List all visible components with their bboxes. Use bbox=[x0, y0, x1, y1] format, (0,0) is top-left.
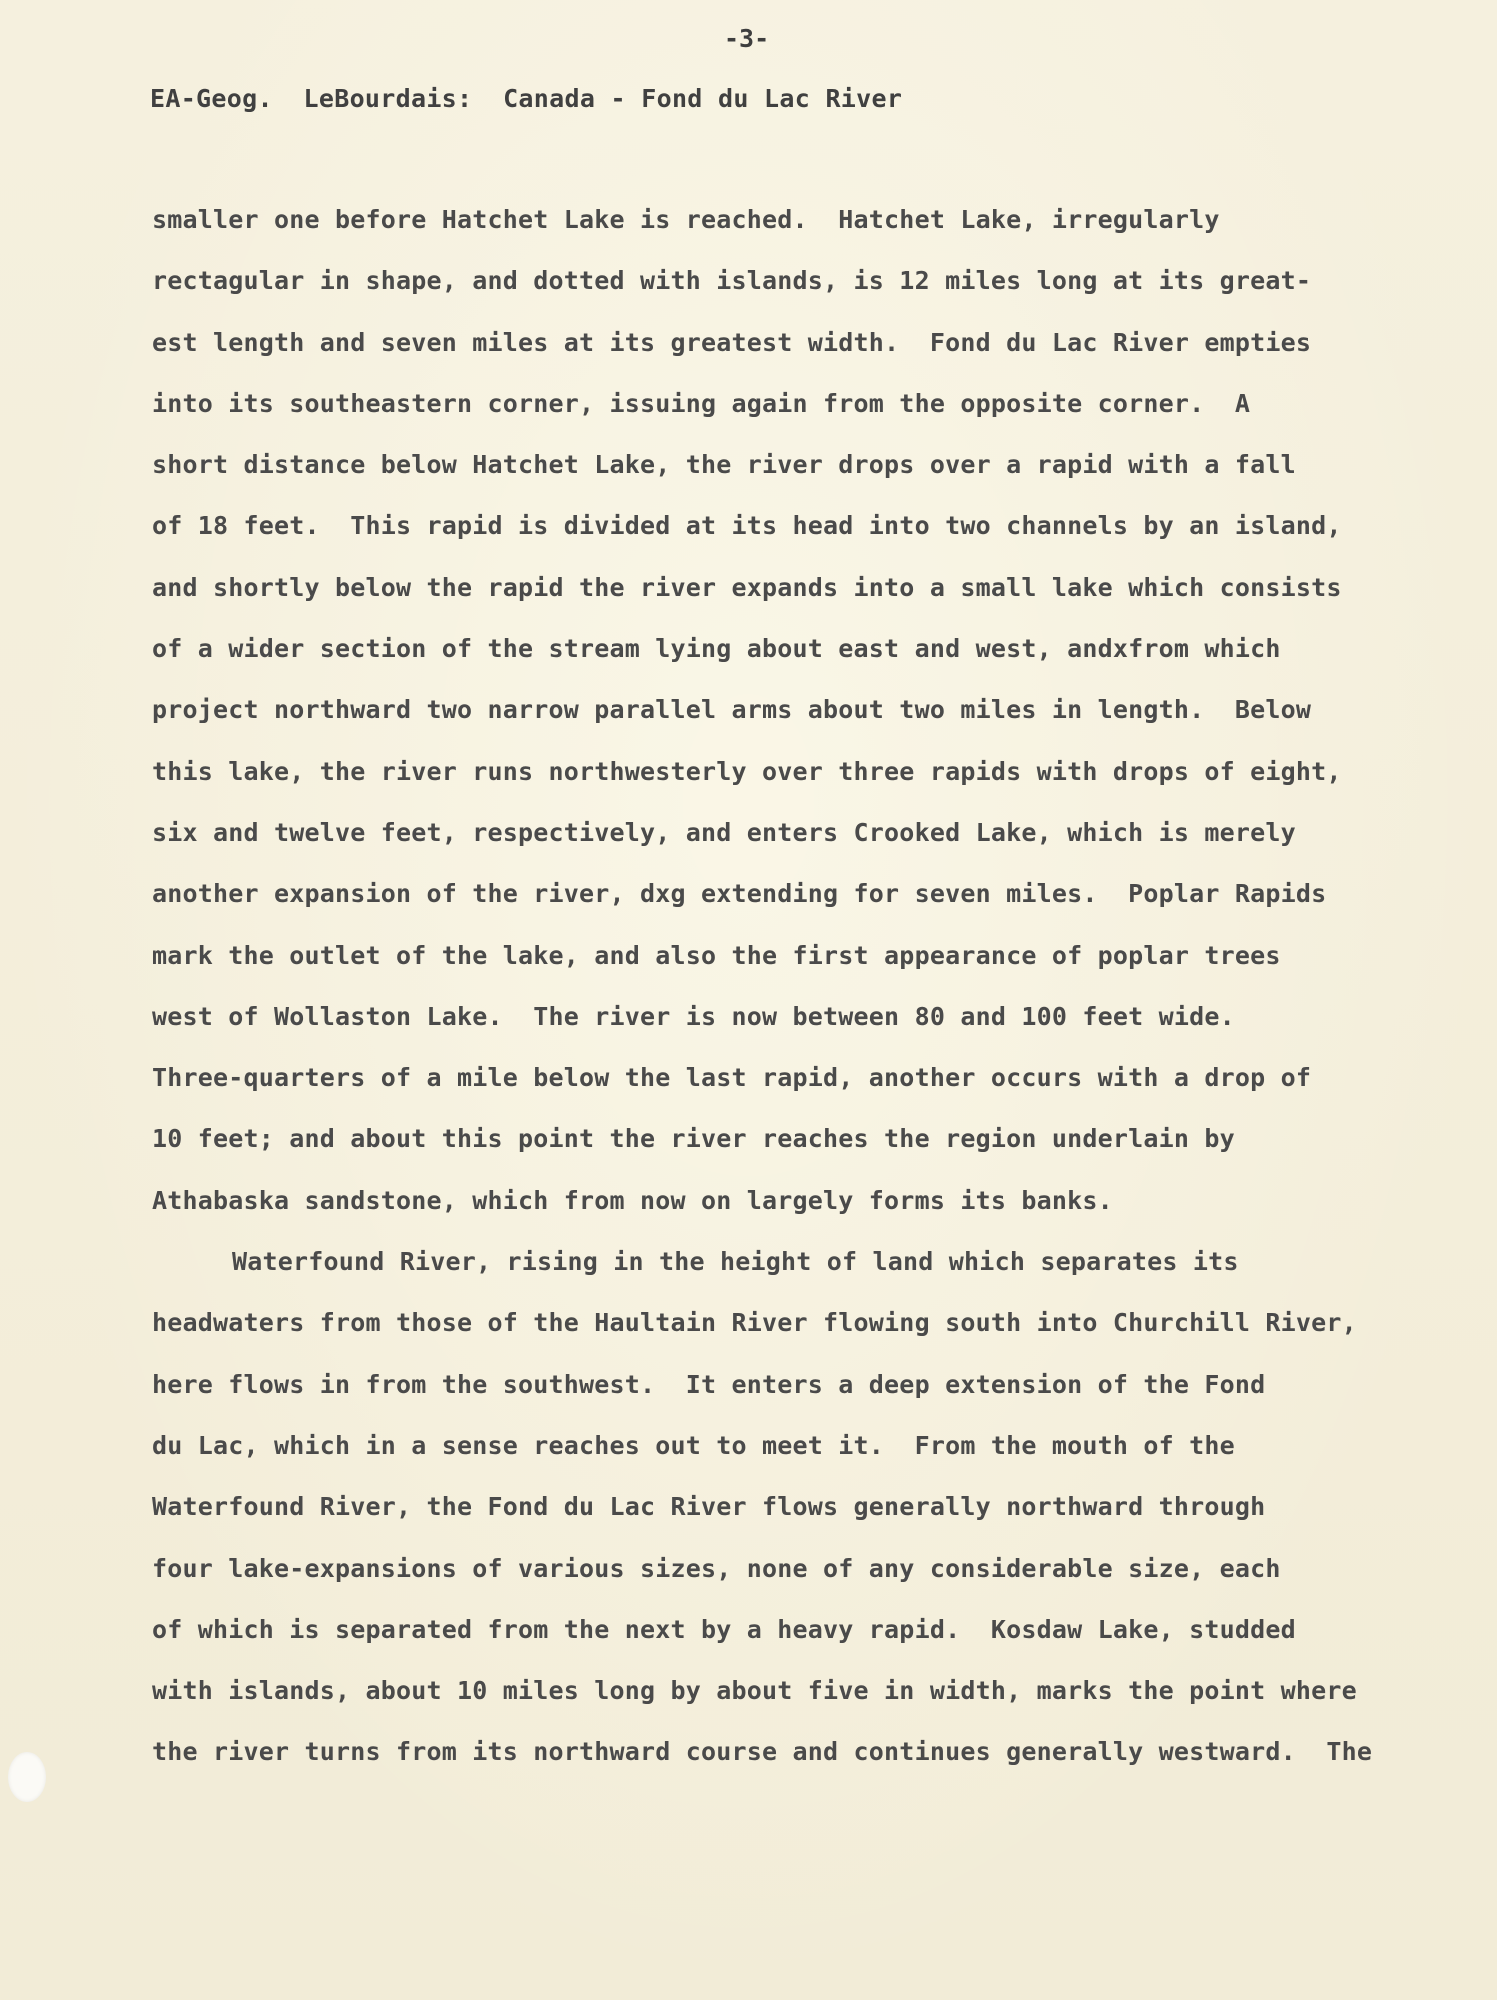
body-text bbox=[152, 200, 1392, 1794]
text-line: and shortly below the rapid the river expands into a small lake which consists bbox=[152, 572, 1342, 602]
paragraph-first-line: Waterfound River, rising in the height of land which separates its bbox=[232, 1247, 1239, 1277]
text-line: smaller one before Hatchet Lake is reached. Hatchet Lake, irregularly bbox=[152, 205, 1220, 234]
text-line: headwaters from those of the Haultain River flowing south into Churchill River, bbox=[152, 1308, 1357, 1338]
text-line: mark the outlet of the lake, and also the first appearance of poplar trees bbox=[152, 940, 1281, 970]
text-line: of a wider section of the stream lying about east and west, andxfrom which bbox=[152, 634, 1281, 664]
text-line: west of Wollaston Lake. The river is now between 80 and 100 feet wide. bbox=[152, 1001, 1235, 1031]
text-line: Three-quarters of a mile below the last rapid, another occurs with a drop of bbox=[152, 1063, 1312, 1093]
text-line: this lake, the river runs northwesterly over three rapids with drops of eight, bbox=[152, 756, 1342, 786]
text-line: of 18 feet. This rapid is divided at its head into two channels by an island, bbox=[152, 511, 1342, 541]
text-line: six and twelve feet, respectively, and enters Crooked Lake, which is merely bbox=[152, 817, 1296, 847]
text-line: into its southeastern corner, issuing again from the opposite corner. A bbox=[152, 388, 1251, 418]
text-line: with islands, about 10 miles long by about five in width, marks the point where bbox=[152, 1676, 1357, 1706]
text-line: another expansion of the river, dxg extending for seven miles. Poplar Rapids bbox=[152, 879, 1327, 909]
text-line: of which is separated from the next by a heavy rapid. Kosdaw Lake, studded bbox=[152, 1614, 1296, 1644]
text-line: est length and seven miles at its greatest width. Fond du Lac River empties bbox=[152, 327, 1312, 357]
text-line: 10 feet; and about this point the river reaches the region underlain by bbox=[152, 1124, 1235, 1154]
page-number: -3- bbox=[724, 24, 770, 53]
text-line: the river turns from its northward course and continues generally westward. The bbox=[152, 1737, 1373, 1767]
text-line: here flows in from the southwest. It enters a deep extension of the Fond bbox=[152, 1369, 1266, 1399]
text-line: du Lac, which in a sense reaches out to meet it. From the mouth of the bbox=[152, 1430, 1235, 1460]
text-line: short distance below Hatchet Lake, the river drops over a rapid with a fall bbox=[152, 450, 1296, 480]
punch-hole bbox=[8, 1752, 46, 1802]
text-line: Waterfound River, the Fond du Lac River flows generally northward through bbox=[152, 1492, 1266, 1522]
text-line: Athabaska sandstone, which from now on largely forms its banks. bbox=[152, 1185, 1113, 1215]
document-header: EA-Geog. LeBourdais: Canada - Fond du Lac River bbox=[150, 84, 903, 113]
text-line: four lake-expansions of various sizes, none of any considerable size, each bbox=[152, 1553, 1281, 1583]
text-line: rectagular in shape, and dotted with islands, is 12 miles long at its great- bbox=[152, 266, 1312, 296]
text-line: project northward two narrow parallel arms about two miles in length. Below bbox=[152, 695, 1312, 725]
